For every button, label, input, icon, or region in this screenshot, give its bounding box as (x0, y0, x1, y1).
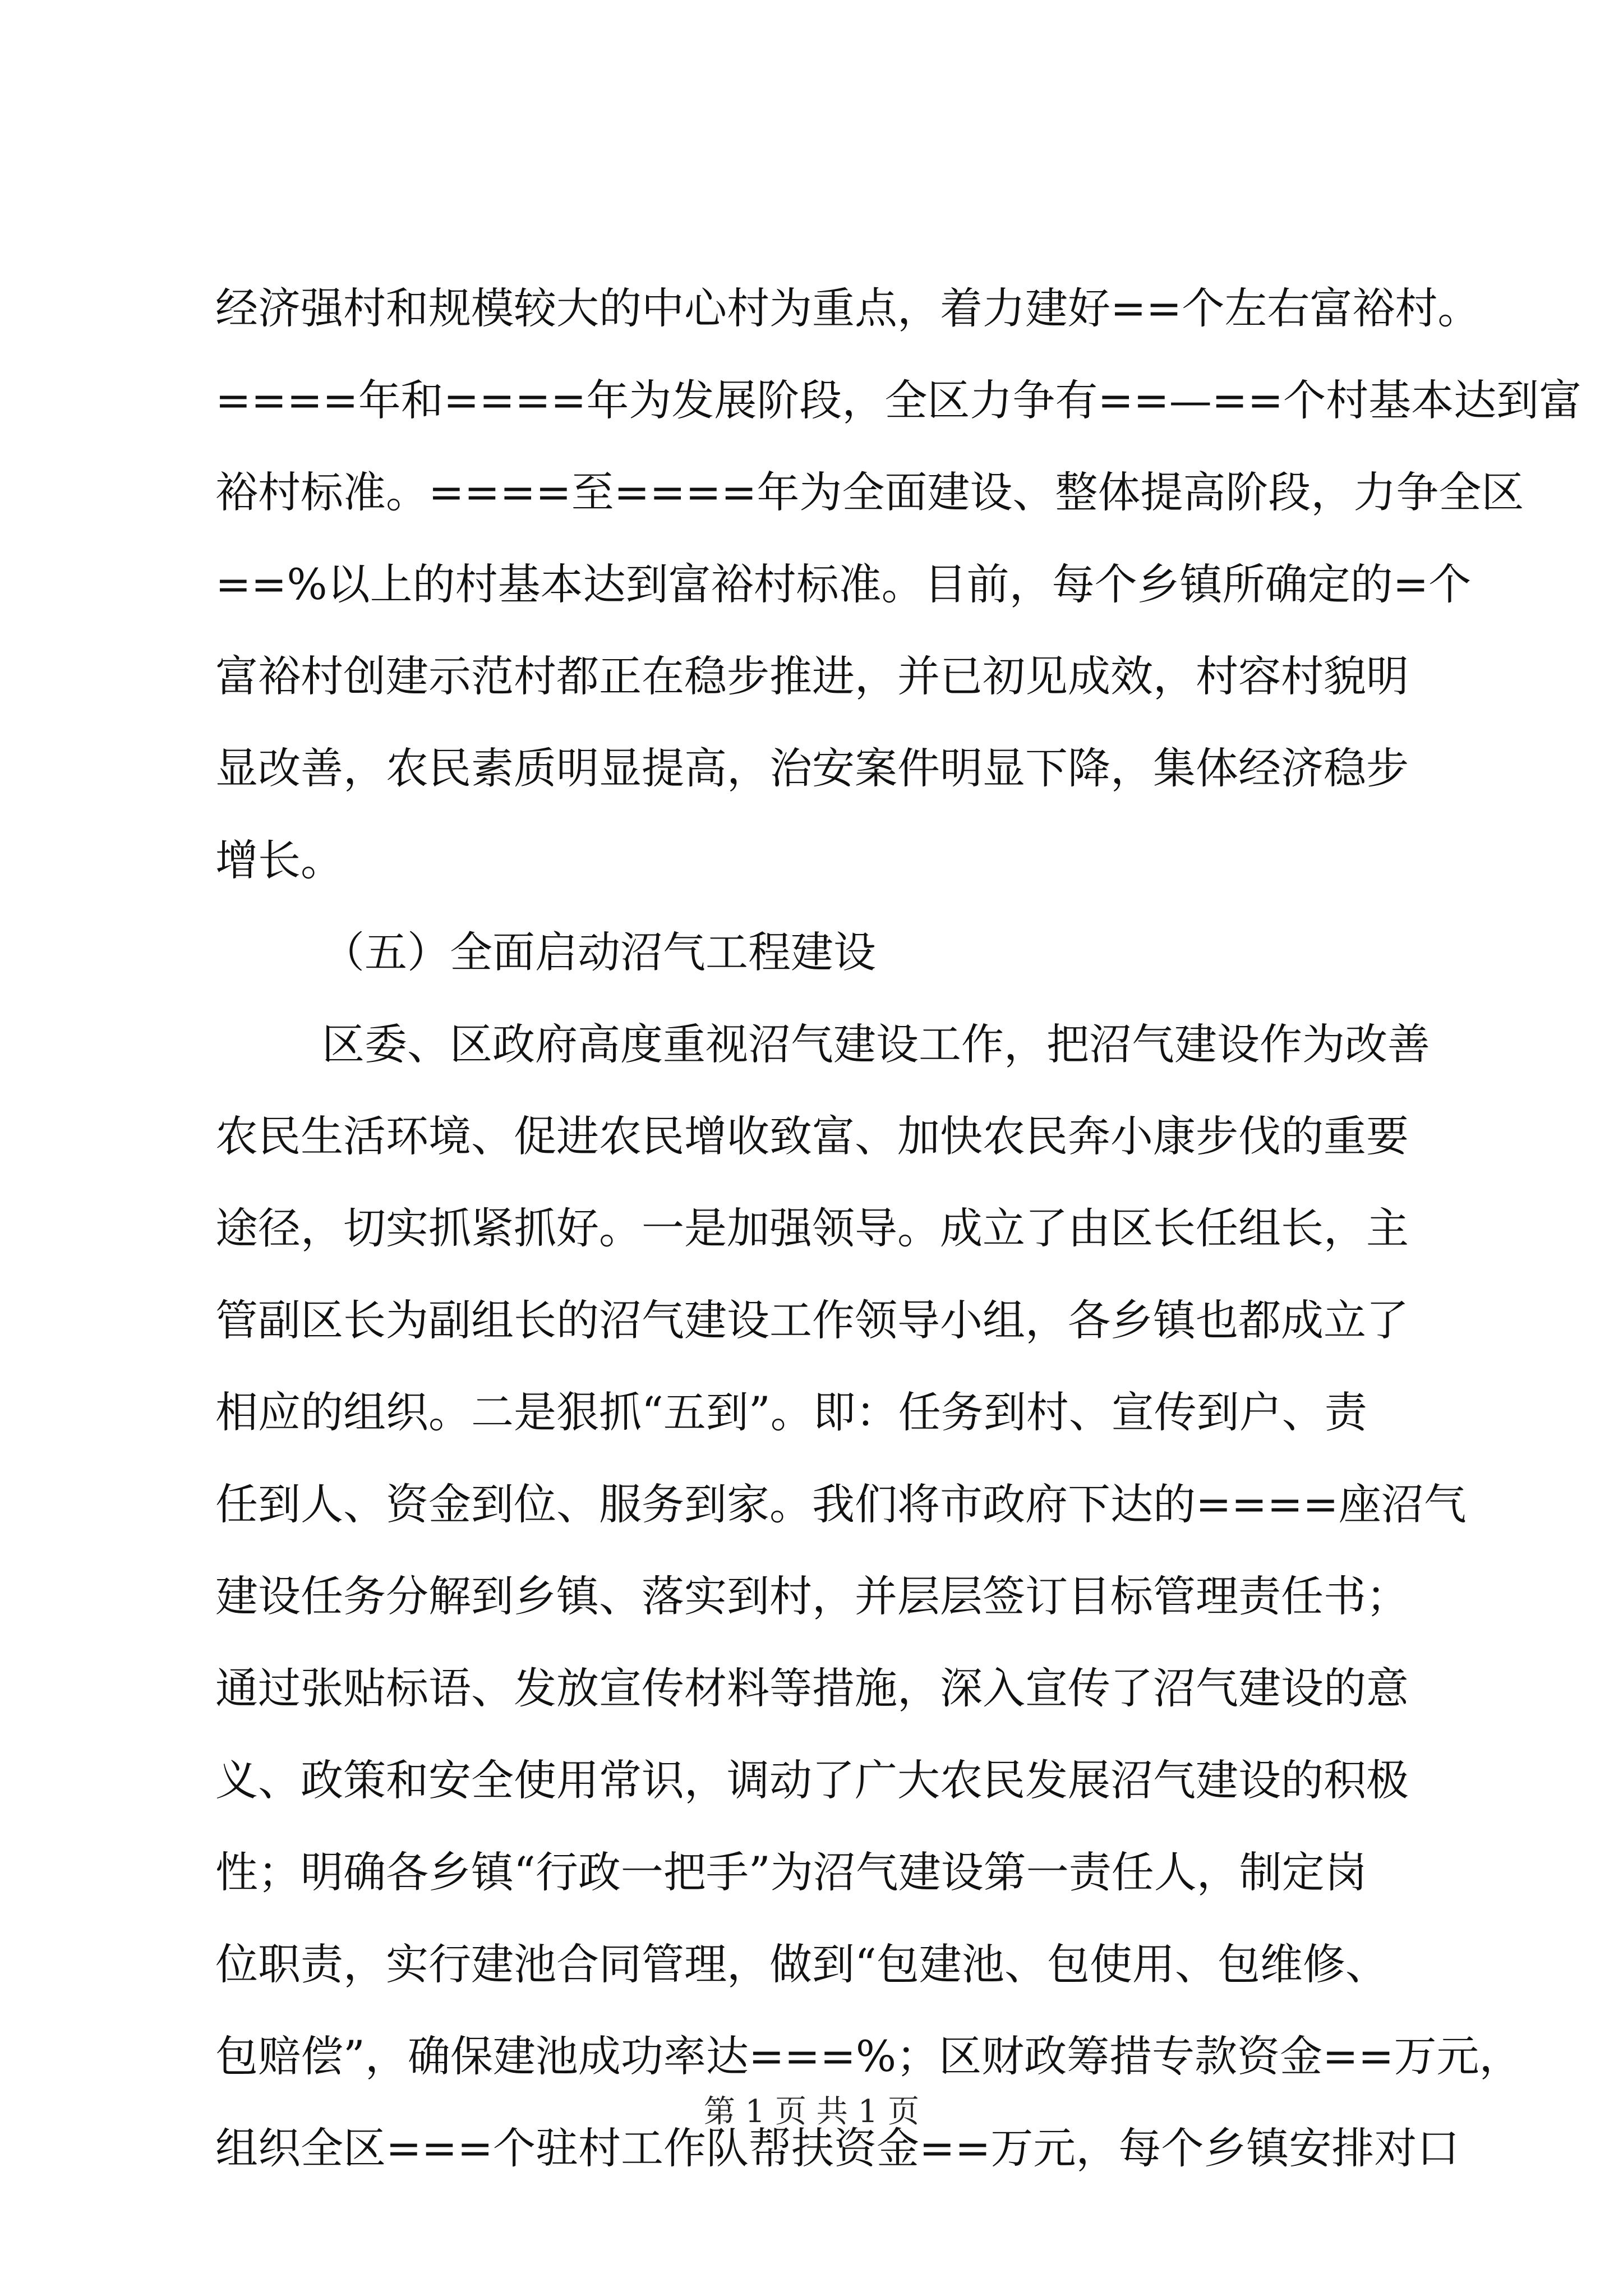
text-line: 任到人、资金到位、服务到家。我们将市政府下达的====座沼气 (215, 1479, 1467, 1529)
text-line: 显改善，农民素质明显提高，治安案件明显下降，集体经济稳步 (215, 743, 1409, 793)
text-line: 包赔偿”，确保建池成功率达===%；区财政筹措专款资金==万元， (215, 2031, 1522, 2081)
text-line: ====年和====年为发展阶段，全区力争有==—==个村基本达到富 (215, 375, 1582, 425)
text-line: 区委、区政府高度重视沼气建设工作，把沼气建设作为改善 (322, 1019, 1430, 1069)
text-line: 途径，切实抓紧抓好。一是加强领导。成立了由区长任组长，主 (215, 1203, 1409, 1253)
document-body (215, 263, 1582, 2194)
text-line: 相应的组织。二是狠抓“五到”。即：任务到村、宣传到户、责 (215, 1387, 1367, 1437)
text-line: 义、政策和安全使用常识，调动了广大农民发展沼气建设的积极 (215, 1755, 1409, 1805)
text-line: 农民生活环境、促进农民增收致富、加快农民奔小康步伐的重要 (215, 1111, 1409, 1161)
text-line: 性；明确各乡镇“行政一把手”为沼气建设第一责任人，制定岗 (215, 1847, 1367, 1897)
section-heading-block (215, 907, 1415, 999)
text-line: 位职责，实行建池合同管理，做到“包建池、包使用、包维修、 (215, 1939, 1388, 1989)
section-heading: （五）全面启动沼气工程建设 (322, 927, 876, 977)
text-line: ==%以上的村基本达到富裕村标准。目前，每个乡镇所确定的=个 (215, 559, 1472, 609)
text-line: 管副区长为副组长的沼气建设工作领导小组，各乡镇也都成立了 (215, 1295, 1409, 1345)
page-number-label: 第 1 页 共 1 页 (703, 2093, 920, 2130)
text-line: 建设任务分解到乡镇、落实到村，并层层签订目标管理责任书； (215, 1571, 1409, 1621)
paragraph-2 (215, 999, 1522, 2194)
paragraph-1 (215, 263, 1582, 907)
text-line: 增长。 (215, 835, 343, 885)
text-line: 通过张贴标语、发放宣传材料等措施，深入宣传了沼气建设的意 (215, 1663, 1409, 1713)
text-line: 组织全区===个驻村工作队帮扶资金==万元，每个乡镇安排对口 (215, 2123, 1460, 2173)
page-footer (0, 2090, 1623, 2134)
text-line: 富裕村创建示范村都正在稳步推进，并已初见成效，村容村貌明 (215, 651, 1409, 701)
text-line: 经济强村和规模较大的中心村为重点，着力建好==个左右富裕村。 (215, 283, 1481, 333)
text-line: 裕村标准。====至====年为全面建设、整体提高阶段，力争全区 (215, 467, 1524, 517)
